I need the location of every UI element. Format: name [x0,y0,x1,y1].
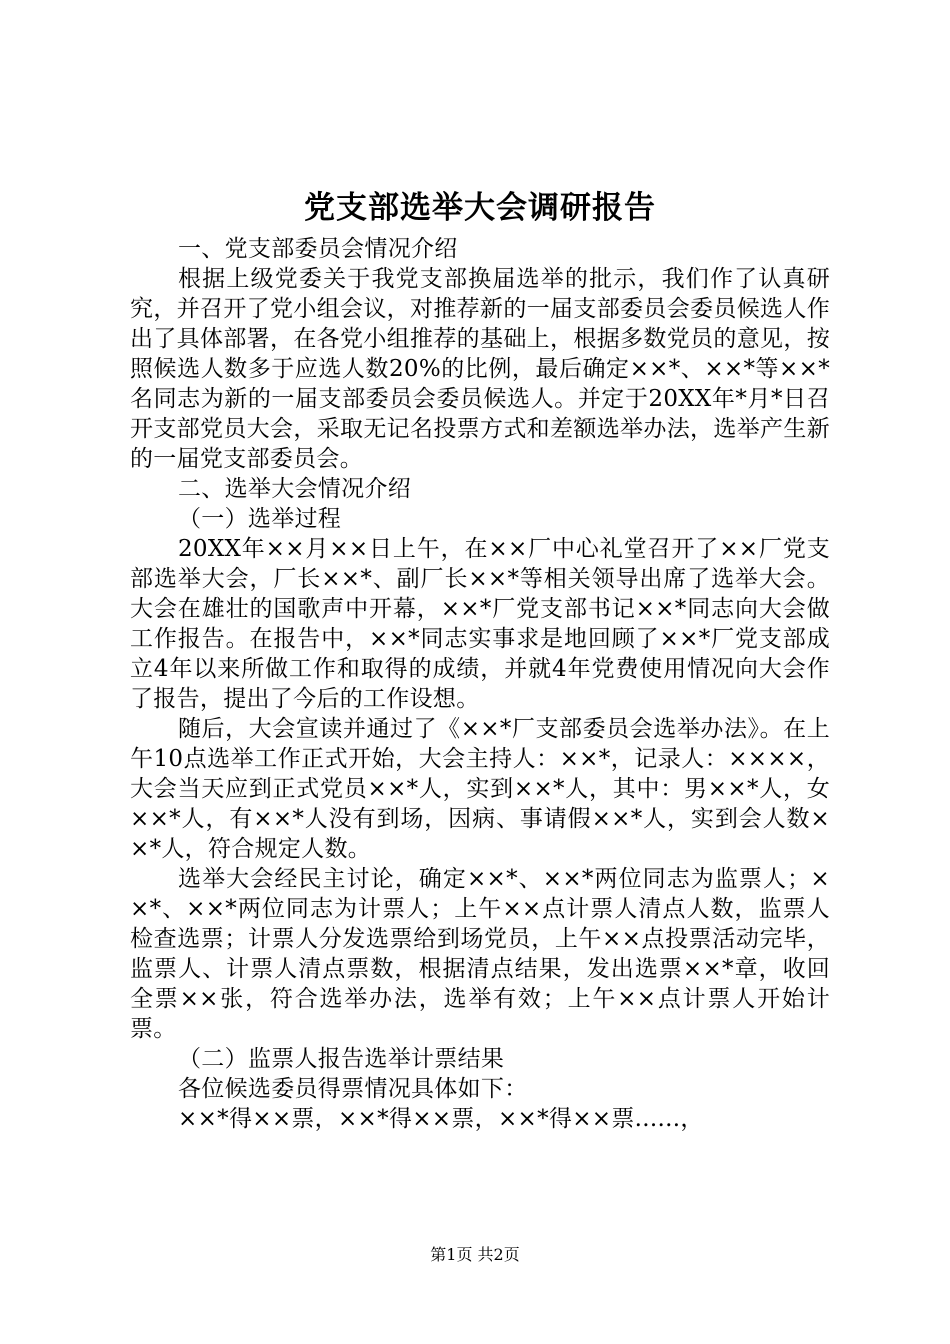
document-page [130,186,830,1134]
paragraph-1: 根据上级党委关于我党支部换届选举的批示，我们作了认真研究，并召开了党小组会议，对推荐新的一届支部委员会委员候选人作出了具体部署，在各党小组推荐的基础上，根据多数党员的意见，按照候选人数多于应选人数20%的比例，最后确定××*、××*等××*名同志为新的一届支部委员会委员候选人。并定于20XX年*月*日召开支部党员大会，采取无记名投票方式和差额选举办法，选举产生新的一届党支部委员会。 [130,266,830,472]
paragraph-3: 随后，大会宣读并通过了《××*厂支部委员会选举办法》。在上午10点选举工作正式开始，大会主持人：××*，记录人：××××，大会当天应到正式党员××*人，实到××*人，其中：男××*人，女××*人，有××*人没有到场，因病、事请假××*人，实到会人数××*人，符合规定人数。 [130,716,830,862]
page-number-footer: 第1页 共2页 [430,1245,520,1264]
paragraph-5: 各位候选委员得票情况具体如下： [178,1076,528,1102]
section-heading-1: 一、党支部委员会情况介绍 [178,236,458,262]
subsection-heading-2: （二）监票人报告选举计票结果 [178,1046,505,1072]
paragraph-4: 选举大会经民主讨论，确定××*、××*两位同志为监票人；××*、××*两位同志为计票人；上午××点计票人清点人数，监票人检查选票；计票人分发选票给到场党员，上午××点投票活动完毕，监票人、计票人清点票数，根据清点结果，发出选票××*章，收回全票××张，符合选举办法，选举有效；上午××点计票人开始计票。 [130,866,830,1042]
paragraph-6: ××*得××票，××*得××票，××*得××票......， [178,1106,704,1132]
paragraph-2: 20XX年××月××日上午，在××厂中心礼堂召开了××厂党支部选举大会，厂长××*、副厂长××*等相关领导出席了选举大会。大会在雄壮的国歌声中开幕，××*厂党支部书记××*同志向大会做工作报告。在报告中，××*同志实事求是地回顾了××*厂党支部成立4年以来所做工作和取得的成绩，并就4年党费使用情况向大会作了报告，提出了今后的工作设想。 [130,536,830,712]
section-heading-2: 二、选举大会情况介绍 [178,476,411,502]
subsection-heading-1: （一）选举过程 [178,506,342,532]
document-title: 党支部选举大会调研报告 [304,190,656,226]
